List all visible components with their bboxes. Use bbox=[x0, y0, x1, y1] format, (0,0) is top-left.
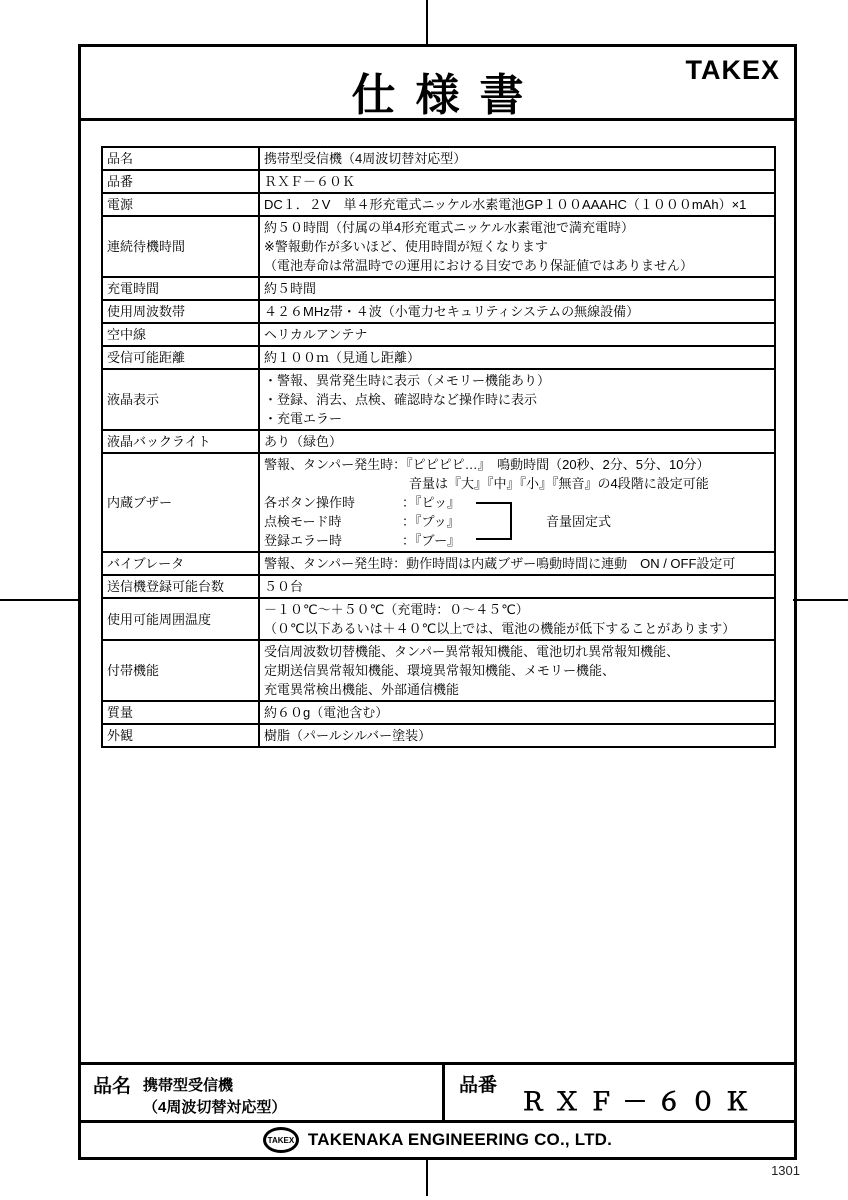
row-value bbox=[259, 552, 775, 575]
row-value bbox=[259, 575, 775, 598]
row-value bbox=[259, 216, 775, 277]
buzzer-item bbox=[264, 493, 770, 512]
row-label: 液晶表示 bbox=[102, 369, 259, 430]
buzzer-item-value: ：『ピッ』 bbox=[402, 495, 460, 510]
row-value bbox=[259, 346, 775, 369]
row-value-line: （０℃以下あるいは＋４０℃以上では、電池の機能が低下することがあります） bbox=[264, 621, 736, 636]
table-row bbox=[102, 346, 775, 369]
product-name-label: 品名 bbox=[93, 1076, 132, 1097]
product-name-line2: （4周波切替対応型） bbox=[143, 1099, 287, 1116]
table-row bbox=[102, 193, 775, 216]
row-value bbox=[259, 430, 775, 453]
buzzer-fixed-volume-note: 音量固定式 bbox=[546, 514, 612, 529]
row-value-line: 定期送信異常報知機能、環境異常報知機能、メモリー機能、 bbox=[264, 663, 616, 678]
center-mark-bottom bbox=[426, 1158, 428, 1196]
row-value bbox=[259, 453, 775, 552]
table-row bbox=[102, 598, 775, 640]
row-value-line: 約１００ｍ（見通し距離） bbox=[264, 350, 421, 365]
row-value-line: ※警報動作が多いほど、使用時間が短くなります bbox=[264, 239, 548, 254]
document-code: 1301 bbox=[771, 1163, 800, 1178]
center-mark-top bbox=[426, 0, 428, 46]
row-value-line: あり（緑色） bbox=[264, 434, 343, 449]
buzzer-group-bracket bbox=[476, 502, 512, 540]
row-value-line: －１０℃～＋５０℃（充電時：０～４５℃） bbox=[264, 602, 529, 617]
table-row bbox=[102, 147, 775, 170]
buzzer-item bbox=[264, 531, 770, 550]
row-label: 使用可能周囲温度 bbox=[102, 598, 259, 640]
row-value-line: ヘリカルアンテナ bbox=[264, 327, 368, 342]
buzzer-alarm-line: 警報、タンパー発生時：『ピピピピ…』 鳴動時間（20秒、2分、5分、10分） bbox=[264, 457, 710, 472]
row-label: 品名 bbox=[102, 147, 259, 170]
row-value bbox=[259, 193, 775, 216]
buzzer-item-value: ：『プッ』 bbox=[402, 514, 460, 529]
row-value bbox=[259, 170, 775, 193]
row-value-line: 受信周波数切替機能、タンパー異常報知機能、電池切れ異常報知機能、 bbox=[264, 644, 680, 659]
buzzer-volume-line: 音量は『大』『中』『小』『無音』の4段階に設定可能 bbox=[409, 476, 709, 491]
table-row bbox=[102, 430, 775, 453]
buzzer-item-label: 点検モード時 bbox=[264, 514, 342, 529]
row-value bbox=[259, 277, 775, 300]
table-row bbox=[102, 369, 775, 430]
row-label: 連続待機時間 bbox=[102, 216, 259, 277]
takex-oval-logo-icon: TAKEX bbox=[263, 1127, 299, 1153]
takex-logo: TAKEX bbox=[685, 55, 780, 85]
buzzer-item bbox=[264, 512, 770, 531]
row-value bbox=[259, 640, 775, 701]
row-value-line: 携帯型受信機（4周波切替対応型） bbox=[264, 151, 467, 166]
row-value-line: ・警報、異常発生時に表示（メモリー機能あり） bbox=[264, 373, 551, 388]
row-value-line: ＲＸＦ－６０Ｋ bbox=[264, 174, 356, 189]
table-row bbox=[102, 701, 775, 724]
buzzer-item-value: ：『ブー』 bbox=[402, 533, 461, 548]
table-row bbox=[102, 170, 775, 193]
row-value-line: 約５時間 bbox=[264, 281, 317, 296]
row-value bbox=[259, 598, 775, 640]
row-value-line: ・登録、消去、点検、確認時など操作時に表示 bbox=[264, 392, 538, 407]
row-value-line: 樹脂（パールシルバー塗装） bbox=[264, 728, 432, 743]
spec-table bbox=[101, 146, 776, 748]
row-value-line: ・充電エラー bbox=[264, 411, 343, 426]
document-frame bbox=[78, 44, 797, 1160]
row-label: 内蔵ブザー bbox=[102, 453, 259, 552]
row-label: 使用周波数帯 bbox=[102, 300, 259, 323]
row-value-line: 警報、タンパー発生時：動作時間は内蔵ブザー鳴動時間に連動 ON / OFF設定可 bbox=[264, 556, 736, 571]
row-value-line: 約５０時間（付属の単4形充電式ニッケル水素電池で満充電時） bbox=[264, 220, 635, 235]
row-value-line: DC１．２V 単４形充電式ニッケル水素電池GP１００AAAHC（１０００mAh）×1 bbox=[264, 197, 747, 212]
buzzer-item-label: 登録エラー時 bbox=[264, 533, 343, 548]
row-value bbox=[259, 724, 775, 747]
page-title: 仕様書 bbox=[351, 71, 544, 120]
row-label: 空中線 bbox=[102, 323, 259, 346]
company-name: TAKENAKA ENGINEERING CO., LTD. bbox=[307, 1130, 613, 1149]
row-label: 質量 bbox=[102, 701, 259, 724]
row-value-line: ４２６MHz帯・４波（小電力セキュリティシステムの無線設備） bbox=[264, 304, 640, 319]
row-value bbox=[259, 323, 775, 346]
product-name-line1: 携帯型受信機 bbox=[143, 1077, 234, 1094]
table-row bbox=[102, 216, 775, 277]
center-mark-right bbox=[793, 599, 848, 601]
table-row bbox=[102, 300, 775, 323]
row-value-line: （電池寿命は常温時での運用における目安であり保証値ではありません） bbox=[264, 258, 694, 273]
row-label: 電源 bbox=[102, 193, 259, 216]
row-value bbox=[259, 369, 775, 430]
row-label: 液晶バックライト bbox=[102, 430, 259, 453]
table-row-buzzer bbox=[102, 453, 775, 552]
buzzer-detail bbox=[264, 455, 770, 550]
row-label: 外観 bbox=[102, 724, 259, 747]
product-model-label: 品番 bbox=[459, 1075, 498, 1096]
table-row bbox=[102, 323, 775, 346]
row-value bbox=[259, 147, 775, 170]
table-row bbox=[102, 552, 775, 575]
row-value-line: 充電異常検出機能、外部通信機能 bbox=[264, 682, 460, 697]
row-label: 充電時間 bbox=[102, 277, 259, 300]
table-row bbox=[102, 724, 775, 747]
buzzer-item-label: 各ボタン操作時 bbox=[264, 495, 356, 510]
product-model-cell bbox=[445, 1065, 794, 1120]
row-value bbox=[259, 701, 775, 724]
center-mark-left bbox=[0, 599, 80, 601]
product-name bbox=[143, 1075, 286, 1119]
row-label: 送信機登録可能台数 bbox=[102, 575, 259, 598]
company-footer bbox=[78, 1120, 797, 1160]
table-row bbox=[102, 277, 775, 300]
table-row bbox=[102, 640, 775, 701]
product-summary-block bbox=[78, 1062, 797, 1120]
row-label: 付帯機能 bbox=[102, 640, 259, 701]
product-model: ＲＸＦ－６０Ｋ bbox=[520, 1088, 759, 1116]
product-name-cell bbox=[81, 1065, 445, 1120]
row-label: 品番 bbox=[102, 170, 259, 193]
table-row bbox=[102, 575, 775, 598]
document-header bbox=[81, 47, 794, 121]
row-value bbox=[259, 300, 775, 323]
row-value-line: 約６０g（電池含む） bbox=[264, 705, 389, 720]
row-label: バイブレータ bbox=[102, 552, 259, 575]
row-value-line: ５０台 bbox=[264, 579, 304, 594]
row-label: 受信可能距離 bbox=[102, 346, 259, 369]
